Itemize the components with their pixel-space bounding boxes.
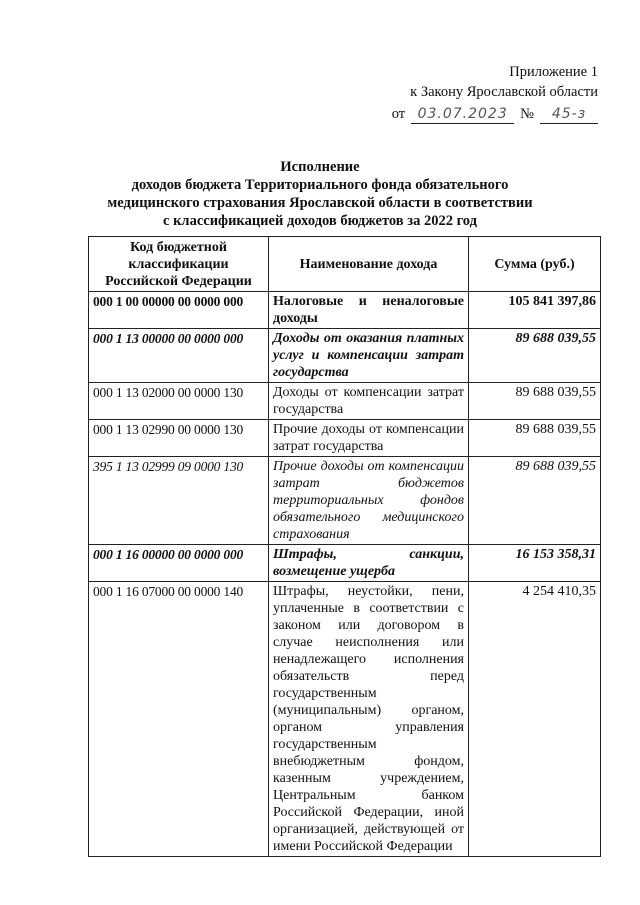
cell-sum: 89 688 039,55 [469, 457, 601, 545]
date-number-row [392, 104, 598, 124]
title-line-2: доходов бюджета Территориального фонда обязательного [131, 177, 509, 193]
cell-code: 395 1 13 02999 09 0000 130 [89, 457, 269, 545]
column-header-name: Наименование дохода [269, 237, 469, 292]
table-row [89, 545, 601, 582]
table-row [89, 457, 601, 545]
cell-code: 000 1 13 00000 00 0000 000 [89, 329, 269, 383]
table-row [89, 292, 601, 329]
cell-name: Прочие доходы от компенсации затрат государства [269, 420, 469, 457]
document-title [0, 158, 640, 230]
cell-name: Прочие доходы от компенсации затрат бюджетов территориальных фондов обязательного медицинского страхования [269, 457, 469, 545]
cell-code: 000 1 13 02000 00 0000 130 [89, 383, 269, 420]
title-line-1: Исполнение [280, 159, 360, 175]
appendix-label: Приложение 1 [509, 64, 598, 80]
title-line-4: с классификацией доходов бюджетов за 2022 год [163, 213, 477, 229]
column-header-sum: Сумма (руб.) [469, 237, 601, 292]
cell-name: Штрафы, неустойки, пени, уплаченные в соответствии с законом или договором в случае неисполнения или ненадлежащего исполнения обязательств перед государственным (муниципальным) органом, органом управления государственным внебюджетным фондом, казенным учреждением, Центральным банком Российской Федерации, иной организацией, действующей от имени Российской Федерации [269, 582, 469, 857]
cell-sum: 4 254 410,35 [469, 582, 601, 857]
cell-sum: 16 153 358,31 [469, 545, 601, 582]
from-label: от [391, 106, 406, 122]
column-header-code: Код бюджетной классификации Российской Федерации [89, 237, 269, 292]
cell-code: 000 1 00 00000 00 0000 000 [89, 292, 269, 329]
title-line-3: медицинского страхования Ярославской области в соответствии [107, 195, 533, 211]
handwritten-number: 45-з [540, 105, 598, 124]
law-label: к Закону Ярославской области [410, 84, 598, 100]
revenue-table [88, 236, 601, 857]
table-row [89, 329, 601, 383]
cell-code: 000 1 16 07000 00 0000 140 [89, 582, 269, 857]
table-row [89, 383, 601, 420]
cell-name: Доходы от оказания платных услуг и компенсации затрат государства [269, 329, 469, 383]
cell-sum: 105 841 397,86 [469, 292, 601, 329]
table-row [89, 420, 601, 457]
cell-code: 000 1 16 00000 00 0000 000 [89, 545, 269, 582]
table-body [89, 292, 601, 857]
table-row [89, 582, 601, 857]
cell-sum: 89 688 039,55 [469, 329, 601, 383]
cell-sum: 89 688 039,55 [469, 383, 601, 420]
cell-name: Доходы от компенсации затрат государства [269, 383, 469, 420]
number-label: № [520, 106, 534, 122]
cell-name: Налоговые и неналоговые доходы [269, 292, 469, 329]
cell-sum: 89 688 039,55 [469, 420, 601, 457]
cell-name: Штрафы, санкции, возмещение ущерба [269, 545, 469, 582]
appendix-header [392, 62, 598, 124]
cell-code: 000 1 13 02990 00 0000 130 [89, 420, 269, 457]
table-header-row [89, 237, 601, 292]
handwritten-date: 03.07.2023 [411, 105, 514, 124]
